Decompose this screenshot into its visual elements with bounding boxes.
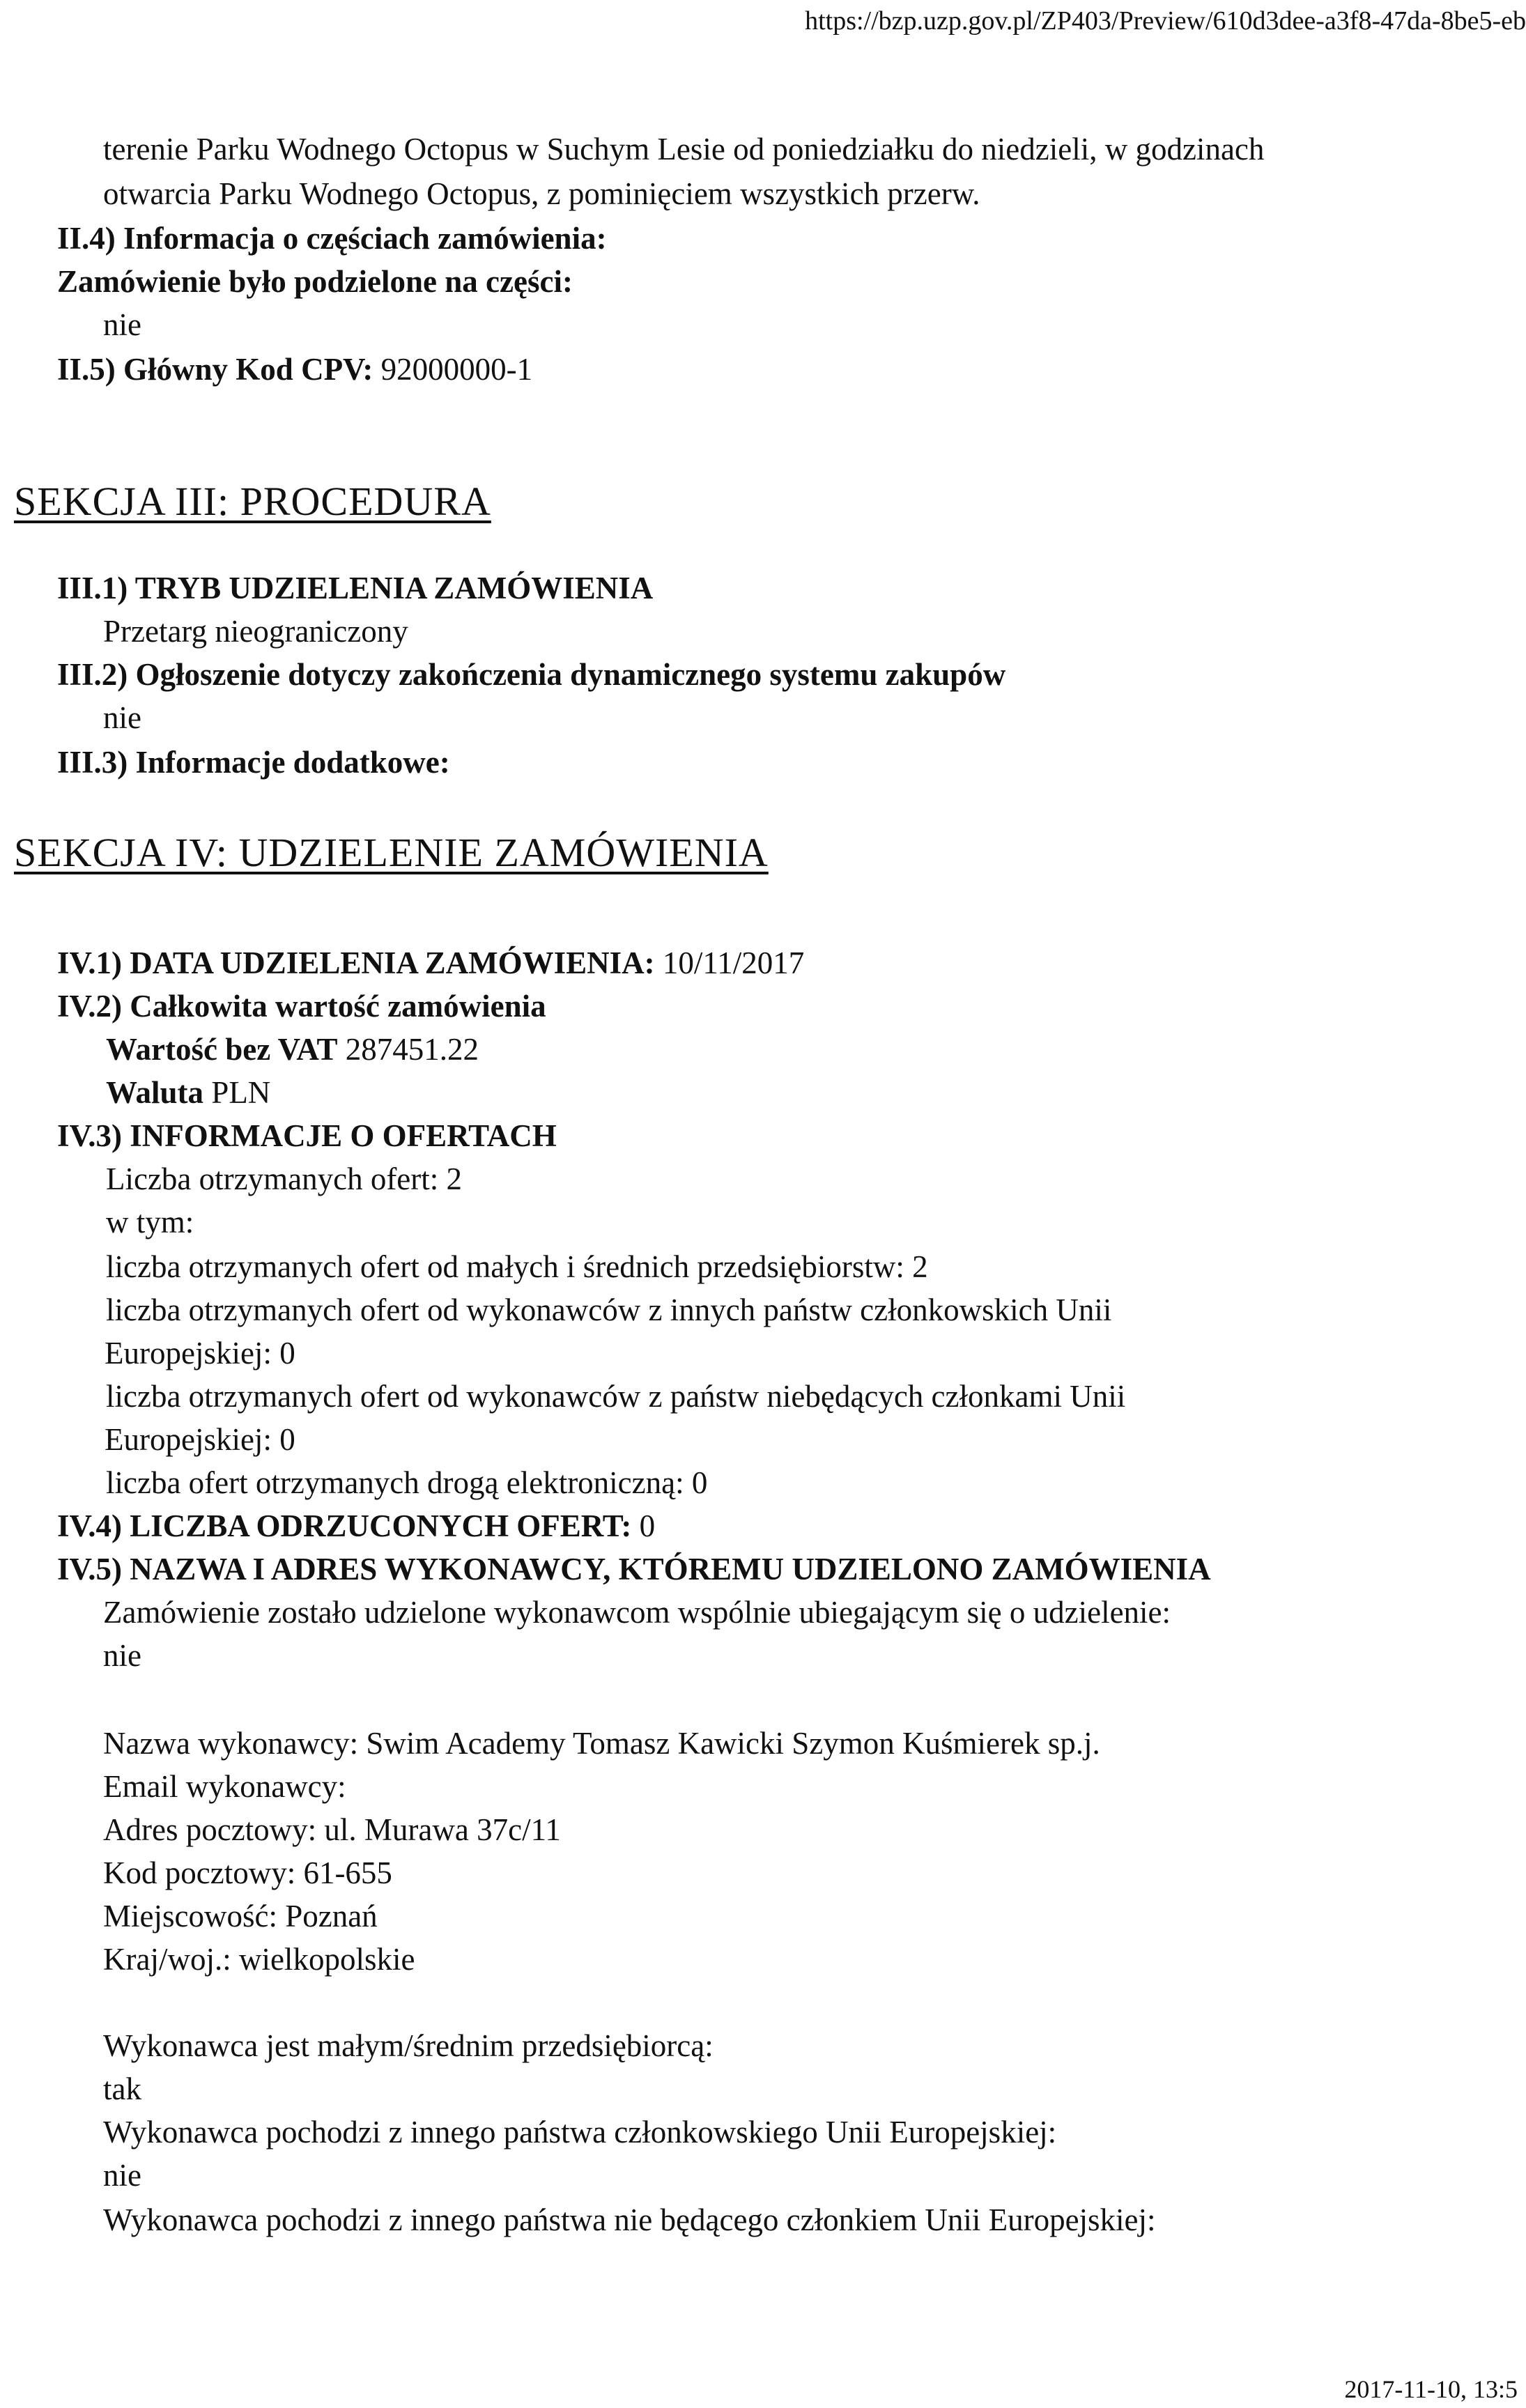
continuation-line-2: otwarcia Parku Wodnego Octopus, z pominięciem wszystkich przerw. [103, 176, 980, 211]
sme-question: Wykonawca jest małym/średnim przedsiębiorcą: [103, 2028, 714, 2063]
procedure-mode-value: Przetarg nieograniczony [103, 614, 408, 649]
contractor-postal-code: Kod pocztowy: 61-655 [103, 1855, 392, 1890]
offers-eu-line-1: liczba otrzymanych ofert od wykonawców z innych państw członkowskich Unii [106, 1292, 1112, 1327]
offers-electronic: liczba ofert otrzymanych drogą elektroniczną: 0 [106, 1465, 708, 1500]
contractor-region: Kraj/woj.: wielkopolskie [103, 1942, 415, 1977]
joint-award-answer: nie [103, 1638, 141, 1673]
currency-row [106, 1076, 270, 1111]
non-eu-origin-question: Wykonawca pochodzi z innego państwa nie będącego członkiem Unii Europejskiej: [103, 2202, 1156, 2237]
currency-label: Waluta [106, 1075, 204, 1110]
offers-noneu-line-1: liczba otrzymanych ofert od wykonawców z państw niebędących członkami Unii [106, 1379, 1126, 1414]
procedure-mode-heading: III.1) TRYB UDZIELENIA ZAMÓWIENIA [57, 571, 654, 605]
dps-value: nie [103, 700, 141, 735]
contractor-email: Email wykonawcy: [103, 1769, 346, 1804]
page-url: https://bzp.uzp.gov.pl/ZP403/Preview/610d3dee-a3f8-47da-8be5-eb [805, 6, 1526, 36]
eu-origin-answer: nie [103, 2158, 141, 2193]
net-value-label: Wartość bez VAT [106, 1032, 338, 1067]
eu-origin-question: Wykonawca pochodzi z innego państwa członkowskiego Unii Europejskiej: [103, 2115, 1057, 2150]
net-value-amount: 287451.22 [345, 1032, 479, 1067]
net-value-row [106, 1033, 479, 1067]
award-date-value: 10/11/2017 [662, 946, 805, 980]
cpv-value: 92000000-1 [380, 352, 533, 387]
rejected-offers-value: 0 [639, 1508, 656, 1543]
offers-received: Liczba otrzymanych ofert: 2 [106, 1161, 463, 1196]
cpv-label: II.5) Główny Kod CPV: [57, 352, 373, 387]
parts-question: Zamówienie było podzielone na części: [57, 264, 573, 299]
rejected-offers-label: IV.4) LICZBA ODRZUCONYCH OFERT: [57, 1508, 632, 1543]
dps-heading: III.2) Ogłoszenie dotyczy zakończenia dynamicznego systemu zakupów [57, 657, 1006, 692]
continuation-line-1: terenie Parku Wodnego Octopus w Suchym Lesie od poniedziałku do niedzieli, w godzinach [103, 132, 1265, 167]
section-3-title: SEKCJA III: PROCEDURA [14, 479, 491, 524]
offers-noneu-line-2: Europejskiej: 0 [105, 1422, 295, 1457]
print-timestamp: 2017-11-10, 13:5 [1344, 2375, 1518, 2403]
rejected-offers-row [57, 1509, 655, 1544]
joint-award-question: Zamówienie zostało udzielone wykonawcom wspólnie ubiegającym się o udzielenie: [103, 1595, 1171, 1630]
additional-info-heading: III.3) Informacje dodatkowe: [57, 745, 450, 780]
section-4-title: SEKCJA IV: UDZIELENIE ZAMÓWIENIA [14, 830, 769, 875]
contractor-name: Nazwa wykonawcy: Swim Academy Tomasz Kawicki Szymon Kuśmierek sp.j. [103, 1726, 1100, 1761]
offers-including: w tym: [106, 1205, 194, 1240]
total-value-heading: IV.2) Całkowita wartość zamówienia [57, 989, 546, 1024]
parts-heading: II.4) Informacja o częściach zamówienia: [57, 221, 607, 256]
offers-sme: liczba otrzymanych ofert od małych i średnich przedsiębiorstw: 2 [106, 1249, 928, 1284]
offers-eu-line-2: Europejskiej: 0 [105, 1336, 295, 1371]
contractor-address: Adres pocztowy: ul. Murawa 37c/11 [103, 1812, 561, 1847]
sme-answer: tak [103, 2071, 141, 2106]
contractor-heading: IV.5) NAZWA I ADRES WYKONAWCY, KTÓREMU UDZIELONO ZAMÓWIENIA [57, 1552, 1211, 1587]
offers-heading: IV.3) INFORMACJE O OFERTACH [57, 1118, 557, 1153]
contractor-city: Miejscowość: Poznań [103, 1899, 378, 1934]
parts-answer: nie [103, 307, 141, 342]
cpv-row [57, 353, 532, 387]
award-date-row [57, 946, 804, 981]
currency-value: PLN [211, 1075, 271, 1110]
award-date-label: IV.1) DATA UDZIELENIA ZAMÓWIENIA: [57, 946, 655, 980]
